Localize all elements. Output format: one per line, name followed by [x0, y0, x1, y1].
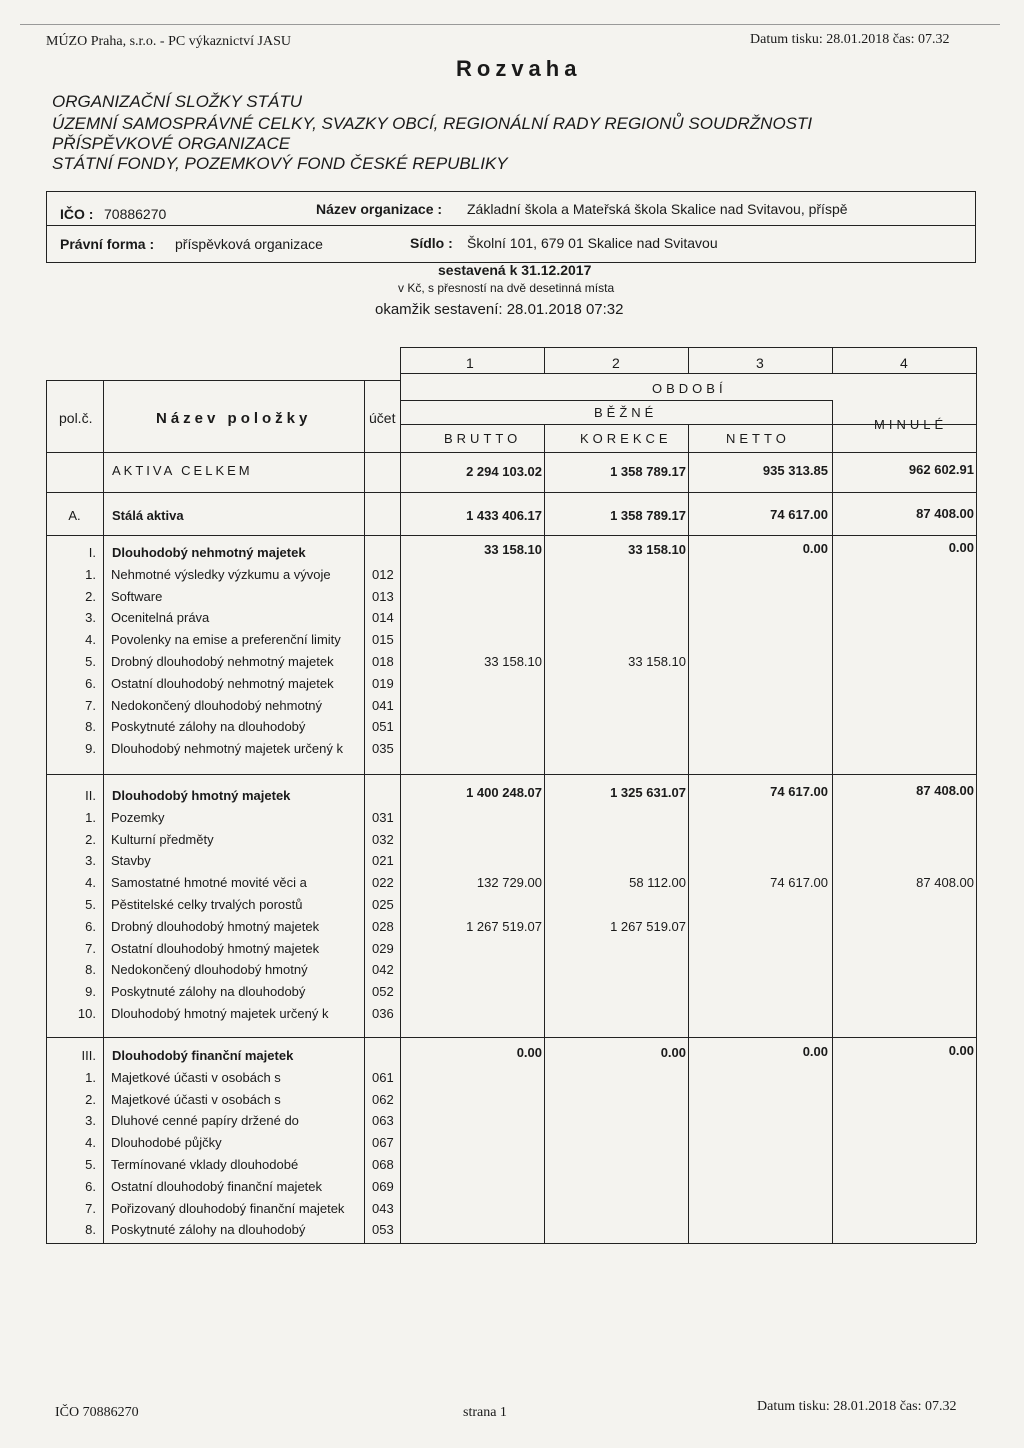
row-name: Poskytnuté zálohy na dlouhodobý: [111, 1222, 306, 1237]
row-number: 1.: [85, 567, 96, 582]
total-assets-previous: 962 602.91: [908, 462, 974, 477]
row-account: 013: [372, 589, 394, 604]
row-name: Dlouhodobý hmotný majetek určený k: [111, 1006, 329, 1021]
org-name-label: Název organizace :: [316, 201, 443, 217]
ico-label: IČO :: [60, 206, 94, 222]
row-name: Dlouhodobé půjčky: [111, 1135, 222, 1150]
row-account: 052: [372, 984, 394, 999]
korekce-header: KOREKCE: [580, 431, 672, 446]
row-name: Dlouhodobý nehmotný majetek určený k: [111, 741, 343, 756]
current-period-header: BĚŽNÉ: [594, 405, 658, 420]
row-number: 3.: [85, 853, 96, 868]
previous-period-header: MINULÉ: [874, 417, 948, 432]
period-header: OBDOBÍ: [652, 381, 727, 396]
row-account: 018: [372, 654, 394, 669]
netto-header: NETTO: [726, 431, 790, 446]
document-title: Rozvaha: [456, 56, 582, 81]
fixed-assets-previous: 87 408.00: [916, 506, 974, 521]
column-number: 2: [612, 355, 620, 371]
row-korekce: 58 112.00: [629, 875, 686, 890]
section-korekce: 1 325 631.07: [610, 785, 686, 800]
row-account: 043: [372, 1201, 394, 1216]
row-number: 4.: [85, 875, 96, 890]
section-title: Dlouhodobý finanční majetek: [112, 1048, 294, 1063]
row-account: 015: [372, 632, 394, 647]
footer-ico: IČO 70886270: [55, 1405, 139, 1420]
section-netto: 0.00: [802, 1044, 828, 1059]
category-line: STÁTNÍ FONDY, POZEMKOVÝ FOND ČESKÉ REPUBLIKY: [52, 154, 508, 173]
row-number: 8.: [85, 1222, 96, 1237]
row-number: 8.: [85, 719, 96, 734]
row-account: 014: [372, 610, 394, 625]
section-title: Dlouhodobý nehmotný majetek: [112, 545, 306, 560]
footer-page-number: strana 1: [463, 1405, 507, 1420]
total-assets-korekce: 1 358 789.17: [610, 464, 686, 479]
row-name: Pořizovaný dlouhodobý finanční majetek: [111, 1201, 345, 1216]
org-name-value: Základní škola a Mateřská škola Skalice nad Svitavou, příspě: [467, 201, 848, 217]
row-number: 2.: [85, 589, 96, 604]
section-number: I.: [88, 545, 96, 560]
row-account: 069: [372, 1179, 394, 1194]
row-account: 028: [372, 919, 394, 934]
fixed-assets-netto: 74 617.00: [770, 507, 828, 522]
row-number: 7.: [85, 698, 96, 713]
footer-print-date: Datum tisku: 28.01.2018 čas: 07.32: [757, 1399, 957, 1414]
row-korekce: 1 267 519.07: [610, 919, 686, 934]
software-credit: MÚZO Praha, s.r.o. - PC výkaznictví JASU: [46, 34, 291, 49]
section-number: III.: [81, 1048, 96, 1063]
total-assets-label: AKTIVA CELKEM: [112, 463, 253, 478]
row-name: Pěstitelské celky trvalých porostů: [111, 897, 303, 912]
seat-label: Sídlo :: [410, 235, 453, 251]
row-account: 062: [372, 1092, 394, 1107]
row-name: Drobný dlouhodobý nehmotný majetek: [111, 654, 334, 669]
row-number: 8.: [85, 962, 96, 977]
column-number: 3: [756, 355, 764, 371]
row-number: 5.: [85, 654, 96, 669]
row-account: 012: [372, 567, 394, 582]
row-account: 021: [372, 853, 394, 868]
currency-note: v Kč, s přesností na dvě desetinná místa: [398, 281, 615, 295]
row-number: 6.: [85, 1179, 96, 1194]
section-korekce: 33 158.10: [628, 542, 686, 557]
row-name: Majetkové účasti v osobách s: [111, 1070, 281, 1085]
row-name: Ostatní dlouhodobý nehmotný majetek: [111, 676, 334, 691]
row-number: 3.: [85, 1113, 96, 1128]
row-account: 041: [372, 698, 394, 713]
legal-form-value: příspěvková organizace: [175, 236, 323, 252]
row-account: 067: [372, 1135, 394, 1150]
fixed-assets-korekce: 1 358 789.17: [610, 508, 686, 523]
section-number: II.: [85, 788, 96, 803]
row-number: 2.: [85, 1092, 96, 1107]
row-number: 2.: [85, 832, 96, 847]
row-name: Stavby: [111, 853, 151, 868]
row-account: 019: [372, 676, 394, 691]
row-account: 061: [372, 1070, 394, 1085]
item-number-header: pol.č.: [59, 410, 93, 426]
row-account: 022: [372, 875, 394, 890]
row-number: 10.: [77, 1006, 96, 1021]
account-header: účet: [369, 410, 396, 426]
column-number: 1: [466, 355, 474, 371]
category-line: ORGANIZAČNÍ SLOŽKY STÁTU: [52, 92, 303, 111]
row-name: Ostatní dlouhodobý finanční majetek: [111, 1179, 323, 1194]
row-account: 031: [372, 810, 394, 825]
row-name: Majetkové účasti v osobách s: [111, 1092, 281, 1107]
seat-value: Školní 101, 679 01 Skalice nad Svitavou: [467, 235, 718, 251]
total-assets-brutto: 2 294 103.02: [466, 464, 542, 479]
row-name: Software: [111, 589, 163, 604]
row-number: 4.: [85, 1135, 96, 1150]
row-account: 068: [372, 1157, 394, 1172]
report-date: sestavená k 31.12.2017: [438, 262, 592, 278]
row-account: 051: [372, 719, 394, 734]
row-name: Ostatní dlouhodobý hmotný majetek: [111, 941, 320, 956]
row-number: 4.: [85, 632, 96, 647]
row-account: 025: [372, 897, 394, 912]
row-name: Kulturní předměty: [111, 832, 214, 847]
section-title: Dlouhodobý hmotný majetek: [112, 788, 291, 803]
section-previous: 0.00: [948, 540, 974, 555]
row-name: Povolenky na emise a preferenční limity: [111, 632, 341, 647]
section-netto: 0.00: [802, 541, 828, 556]
row-number: 9.: [85, 741, 96, 756]
row-previous: 87 408.00: [916, 875, 974, 890]
row-number: 7.: [85, 941, 96, 956]
row-name: Nedokončený dlouhodobý nehmotný: [111, 698, 323, 713]
row-name: Nedokončený dlouhodobý hmotný: [111, 962, 308, 977]
category-line: PŘÍSPĚVKOVÉ ORGANIZACE: [52, 134, 291, 153]
fixed-assets-label: Stálá aktiva: [112, 508, 184, 523]
row-number: 7.: [85, 1201, 96, 1216]
row-name: Poskytnuté zálohy na dlouhodobý: [111, 984, 306, 999]
brutto-header: BRUTTO: [444, 431, 522, 446]
ico-value: 70886270: [104, 206, 167, 222]
row-name: Ocenitelná práva: [111, 610, 210, 625]
row-name: Pozemky: [111, 810, 165, 825]
row-number: 6.: [85, 676, 96, 691]
section-brutto: 33 158.10: [484, 542, 542, 557]
row-account: 042: [372, 962, 394, 977]
row-number: 1.: [85, 1070, 96, 1085]
section-brutto: 0.00: [516, 1045, 542, 1060]
row-account: 036: [372, 1006, 394, 1021]
row-name: Termínované vklady dlouhodobé: [111, 1157, 299, 1172]
row-number: 1.: [85, 810, 96, 825]
section-korekce: 0.00: [660, 1045, 686, 1060]
row-brutto: 132 729.00: [476, 875, 542, 890]
row-netto: 74 617.00: [770, 875, 828, 890]
print-date: Datum tisku: 28.01.2018 čas: 07.32: [750, 32, 950, 47]
section-brutto: 1 400 248.07: [466, 785, 542, 800]
column-number: 4: [900, 355, 908, 371]
row-account: 053: [372, 1222, 394, 1237]
section-previous: 0.00: [948, 1043, 974, 1058]
row-account: 063: [372, 1113, 394, 1128]
row-number: 6.: [85, 919, 96, 934]
row-brutto: 1 267 519.07: [466, 919, 542, 934]
row-name: Dluhové cenné papíry držené do: [111, 1113, 299, 1128]
section-netto: 74 617.00: [770, 784, 828, 799]
row-number: 9.: [85, 984, 96, 999]
top-rule: [20, 24, 1000, 25]
row-account: 029: [372, 941, 394, 956]
compiled-at: okamžik sestavení: 28.01.2018 07:32: [375, 301, 624, 318]
legal-form-label: Právní forma :: [60, 236, 155, 252]
section-previous: 87 408.00: [916, 783, 974, 798]
row-brutto: 33 158.10: [484, 654, 542, 669]
fixed-assets-number: A.: [68, 508, 81, 523]
row-name: Poskytnuté zálohy na dlouhodobý: [111, 719, 306, 734]
row-account: 032: [372, 832, 394, 847]
row-name: Drobný dlouhodobý hmotný majetek: [111, 919, 320, 934]
row-number: 5.: [85, 897, 96, 912]
row-name: Nehmotné výsledky výzkumu a vývoje: [111, 567, 331, 582]
fixed-assets-brutto: 1 433 406.17: [466, 508, 542, 523]
row-number: 3.: [85, 610, 96, 625]
category-line: ÚZEMNÍ SAMOSPRÁVNÉ CELKY, SVAZKY OBCÍ, REGIONÁLNÍ RADY REGIONŮ SOUDRŽNOSTI: [52, 114, 813, 133]
item-name-header: Název položky: [156, 410, 312, 427]
total-assets-netto: 935 313.85: [762, 463, 828, 478]
row-name: Samostatné hmotné movité věci a: [111, 875, 307, 890]
row-korekce: 33 158.10: [628, 654, 686, 669]
row-number: 5.: [85, 1157, 96, 1172]
row-account: 035: [372, 741, 394, 756]
